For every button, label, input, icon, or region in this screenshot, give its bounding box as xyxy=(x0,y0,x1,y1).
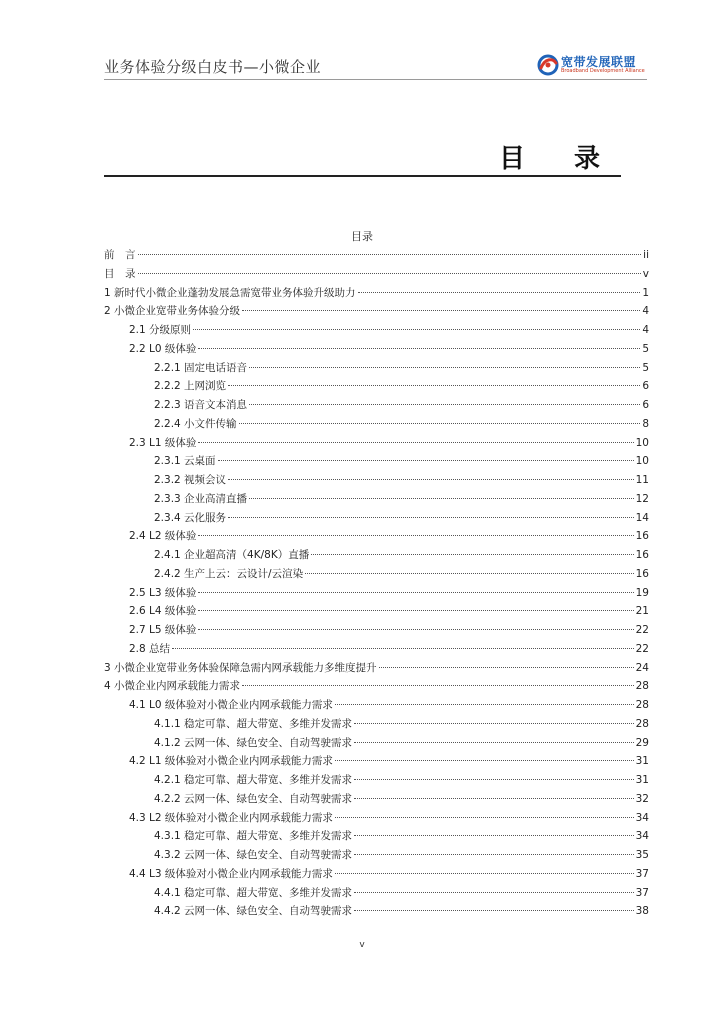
toc-entry-label: 2.4.1 企业超高清（4K/8K）直播 xyxy=(154,549,310,561)
toc-leader-dots xyxy=(354,723,634,724)
toc-entry-label: 2.3.3 企业高清直播 xyxy=(154,492,248,505)
toc-entry[interactable] xyxy=(104,396,649,415)
toc-entry-label: 4.1.2 云网一体、绿色安全、自动驾驶需求 xyxy=(154,736,353,749)
toc-leader-dots xyxy=(335,704,634,705)
header-divider xyxy=(104,79,647,80)
toc-entry-label: 4.4 L3 级体验对小微企业内网承载能力需求 xyxy=(129,867,333,880)
toc-entry[interactable] xyxy=(104,546,649,565)
toc-entry[interactable] xyxy=(104,452,649,471)
toc-entry-label: 2.4.2 生产上云：云设计/云渲染 xyxy=(154,567,304,580)
toc-entry-page: 31 xyxy=(635,755,649,768)
toc-entry-label: 2 小微企业宽带业务体验分级 xyxy=(104,305,241,318)
page-number: v xyxy=(359,940,365,950)
toc-entry-page: 32 xyxy=(635,792,649,805)
toc-entry-page: 24 xyxy=(635,661,649,674)
toc-leader-dots xyxy=(354,910,634,911)
toc-entry[interactable] xyxy=(104,659,649,678)
toc-entry-label: 2.2 L0 级体验 xyxy=(129,342,197,355)
alliance-logo xyxy=(537,52,647,78)
toc-entry-page: 21 xyxy=(635,605,649,618)
page-title: 目 录 xyxy=(498,144,620,174)
toc-entry-page: 10 xyxy=(635,436,649,449)
toc-entry[interactable] xyxy=(104,434,649,453)
toc-entry[interactable] xyxy=(104,827,649,846)
toc-leader-dots xyxy=(335,873,634,874)
toc-leader-dots xyxy=(198,442,633,443)
toc-entry-page: 35 xyxy=(635,849,649,861)
toc-entry-page: 16 xyxy=(635,530,649,543)
toc-entry-page: 5 xyxy=(642,361,649,374)
table-of-contents xyxy=(104,246,649,921)
toc-leader-dots xyxy=(242,310,640,311)
alliance-logo-icon xyxy=(537,54,559,76)
toc-leader-dots xyxy=(198,348,640,349)
toc-entry-label: 前 言 xyxy=(104,249,136,261)
toc-entry-page: 37 xyxy=(635,886,649,899)
toc-entry[interactable] xyxy=(104,884,649,903)
toc-entry[interactable] xyxy=(104,771,649,790)
toc-entry-page: 19 xyxy=(635,586,649,599)
toc-leader-dots xyxy=(138,254,642,255)
toc-entry-page: 28 xyxy=(635,680,649,693)
toc-entry-page: 5 xyxy=(642,342,649,355)
toc-entry-label: 4.4.1 稳定可靠、超大带宽、多维并发需求 xyxy=(154,886,353,899)
toc-entry[interactable] xyxy=(104,415,649,434)
toc-entry-page: v xyxy=(642,267,649,280)
toc-entry-label: 2.2.4 小文件传输 xyxy=(154,417,237,430)
toc-entry-label: 2.3 L1 级体验 xyxy=(129,436,197,449)
toc-leader-dots xyxy=(198,610,633,611)
toc-leader-dots xyxy=(249,404,640,405)
toc-entry-page: 6 xyxy=(642,380,649,393)
toc-entry-label: 2.3.2 视频会议 xyxy=(154,474,227,486)
toc-entry-label: 2.6 L4 级体验 xyxy=(129,605,197,618)
toc-entry-page: 10 xyxy=(635,455,649,468)
toc-entry[interactable] xyxy=(104,809,649,828)
toc-entry[interactable] xyxy=(104,602,649,621)
toc-leader-dots xyxy=(198,629,633,630)
toc-heading: 目录 xyxy=(351,230,373,243)
toc-entry[interactable] xyxy=(104,865,649,884)
toc-leader-dots xyxy=(354,854,634,855)
toc-entry-page: 16 xyxy=(635,567,649,580)
toc-entry-page: 1 xyxy=(642,286,649,299)
toc-entry-label: 4.3.2 云网一体、绿色安全、自动驾驶需求 xyxy=(154,849,353,861)
toc-entry-label: 4.4.2 云网一体、绿色安全、自动驾驶需求 xyxy=(154,905,353,918)
toc-entry-page: 34 xyxy=(635,811,649,824)
toc-entry[interactable] xyxy=(104,509,649,528)
toc-entry[interactable] xyxy=(104,377,649,396)
toc-leader-dots xyxy=(228,385,640,386)
toc-entry-label: 4 小微企业内网承载能力需求 xyxy=(104,680,241,693)
toc-entry-page: ii xyxy=(643,249,649,261)
toc-entry[interactable] xyxy=(104,246,649,265)
toc-entry[interactable] xyxy=(104,846,649,865)
toc-entry[interactable] xyxy=(104,527,649,546)
toc-entry-label: 4.3.1 稳定可靠、超大带宽、多维并发需求 xyxy=(154,830,353,843)
toc-leader-dots xyxy=(358,292,641,293)
toc-entry-label: 2.4 L2 级体验 xyxy=(129,530,197,543)
toc-leader-dots xyxy=(218,460,634,461)
toc-leader-dots xyxy=(198,592,633,593)
toc-entry-page: 11 xyxy=(635,474,649,486)
toc-leader-dots xyxy=(335,760,634,761)
toc-leader-dots xyxy=(138,273,641,274)
toc-leader-dots xyxy=(311,554,633,555)
toc-entry[interactable] xyxy=(104,471,649,490)
toc-entry-label: 3 小微企业宽带业务体验保障急需内网承载能力多维度提升 xyxy=(104,661,377,674)
toc-entry[interactable] xyxy=(104,790,649,809)
toc-entry[interactable] xyxy=(104,677,649,696)
toc-leader-dots xyxy=(242,685,634,686)
toc-entry-label: 2.3.4 云化服务 xyxy=(154,511,227,524)
toc-entry-label: 1 新时代小微企业蓬勃发展急需宽带业务体验升级助力 xyxy=(104,286,356,299)
toc-entry[interactable] xyxy=(104,752,649,771)
toc-leader-dots xyxy=(249,498,634,499)
toc-entry-page: 28 xyxy=(635,699,649,711)
toc-entry-page: 31 xyxy=(635,774,649,786)
toc-leader-dots xyxy=(354,742,634,743)
toc-entry-label: 2.2.1 固定电话语音 xyxy=(154,361,248,374)
toc-leader-dots xyxy=(239,423,641,424)
toc-leader-dots xyxy=(354,835,634,836)
toc-leader-dots xyxy=(249,367,640,368)
toc-entry-page: 28 xyxy=(635,717,649,730)
toc-leader-dots xyxy=(198,535,633,536)
toc-entry-page: 8 xyxy=(642,417,649,430)
toc-entry-label: 2.3.1 云桌面 xyxy=(154,455,216,468)
toc-entry[interactable] xyxy=(104,265,649,284)
toc-entry-label: 2.5 L3 级体验 xyxy=(129,586,197,599)
toc-entry-page: 16 xyxy=(635,549,649,561)
toc-entry-label: 2.2.2 上网浏览 xyxy=(154,380,227,393)
toc-entry-page: 4 xyxy=(642,305,649,318)
toc-entry-label: 目 录 xyxy=(104,267,136,280)
title-divider xyxy=(104,175,621,177)
toc-entry-page: 4 xyxy=(642,324,649,336)
toc-entry[interactable] xyxy=(104,715,649,734)
toc-entry-label: 4.1.1 稳定可靠、超大带宽、多维并发需求 xyxy=(154,717,353,730)
toc-entry-page: 6 xyxy=(642,399,649,411)
header-title: 业务体验分级白皮书—小微企业 xyxy=(104,58,322,76)
toc-leader-dots xyxy=(228,517,634,518)
toc-leader-dots xyxy=(354,779,634,780)
toc-entry-label: 4.2.2 云网一体、绿色安全、自动驾驶需求 xyxy=(154,792,353,805)
toc-entry-label: 4.3 L2 级体验对小微企业内网承载能力需求 xyxy=(129,811,333,824)
toc-entry-label: 4.1 L0 级体验对小微企业内网承载能力需求 xyxy=(129,699,333,711)
toc-entry[interactable] xyxy=(104,340,649,359)
toc-entry[interactable] xyxy=(104,584,649,603)
toc-entry[interactable] xyxy=(104,284,649,303)
toc-entry-page: 22 xyxy=(635,624,649,636)
toc-entry[interactable] xyxy=(104,902,649,921)
toc-entry-page: 38 xyxy=(635,905,649,918)
toc-leader-dots xyxy=(193,329,640,330)
toc-entry-label: 4.2.1 稳定可靠、超大带宽、多维并发需求 xyxy=(154,774,353,786)
toc-entry-label: 4.2 L1 级体验对小微企业内网承载能力需求 xyxy=(129,755,333,768)
toc-leader-dots xyxy=(379,667,634,668)
toc-entry-page: 37 xyxy=(635,867,649,880)
toc-entry-label: 2.2.3 语音文本消息 xyxy=(154,399,248,411)
toc-leader-dots xyxy=(305,573,634,574)
toc-leader-dots xyxy=(354,798,634,799)
toc-leader-dots xyxy=(354,892,634,893)
toc-entry-label: 2.1 分级原则 xyxy=(129,324,192,336)
toc-leader-dots xyxy=(228,479,634,480)
toc-entry-label: 2.7 L5 级体验 xyxy=(129,624,197,636)
toc-leader-dots xyxy=(172,648,634,649)
toc-entry-page: 34 xyxy=(635,830,649,843)
toc-entry[interactable] xyxy=(104,359,649,378)
toc-entry-page: 14 xyxy=(635,511,649,524)
toc-entry[interactable] xyxy=(104,321,649,340)
toc-entry-page: 12 xyxy=(635,492,649,505)
toc-leader-dots xyxy=(335,817,634,818)
toc-entry[interactable] xyxy=(104,302,649,321)
toc-entry[interactable] xyxy=(104,696,649,715)
logo-chinese-text: 宽带发展联盟 xyxy=(561,55,637,69)
toc-entry-page: 22 xyxy=(635,642,649,655)
page-header xyxy=(104,52,647,80)
toc-entry-label: 2.8 总结 xyxy=(129,642,171,655)
toc-entry[interactable] xyxy=(104,734,649,753)
toc-entry[interactable] xyxy=(104,640,649,659)
toc-entry[interactable] xyxy=(104,621,649,640)
logo-english-text: Broadband Development Alliance xyxy=(561,68,645,74)
toc-entry[interactable] xyxy=(104,490,649,509)
toc-entry-page: 29 xyxy=(635,736,649,749)
toc-entry[interactable] xyxy=(104,565,649,584)
